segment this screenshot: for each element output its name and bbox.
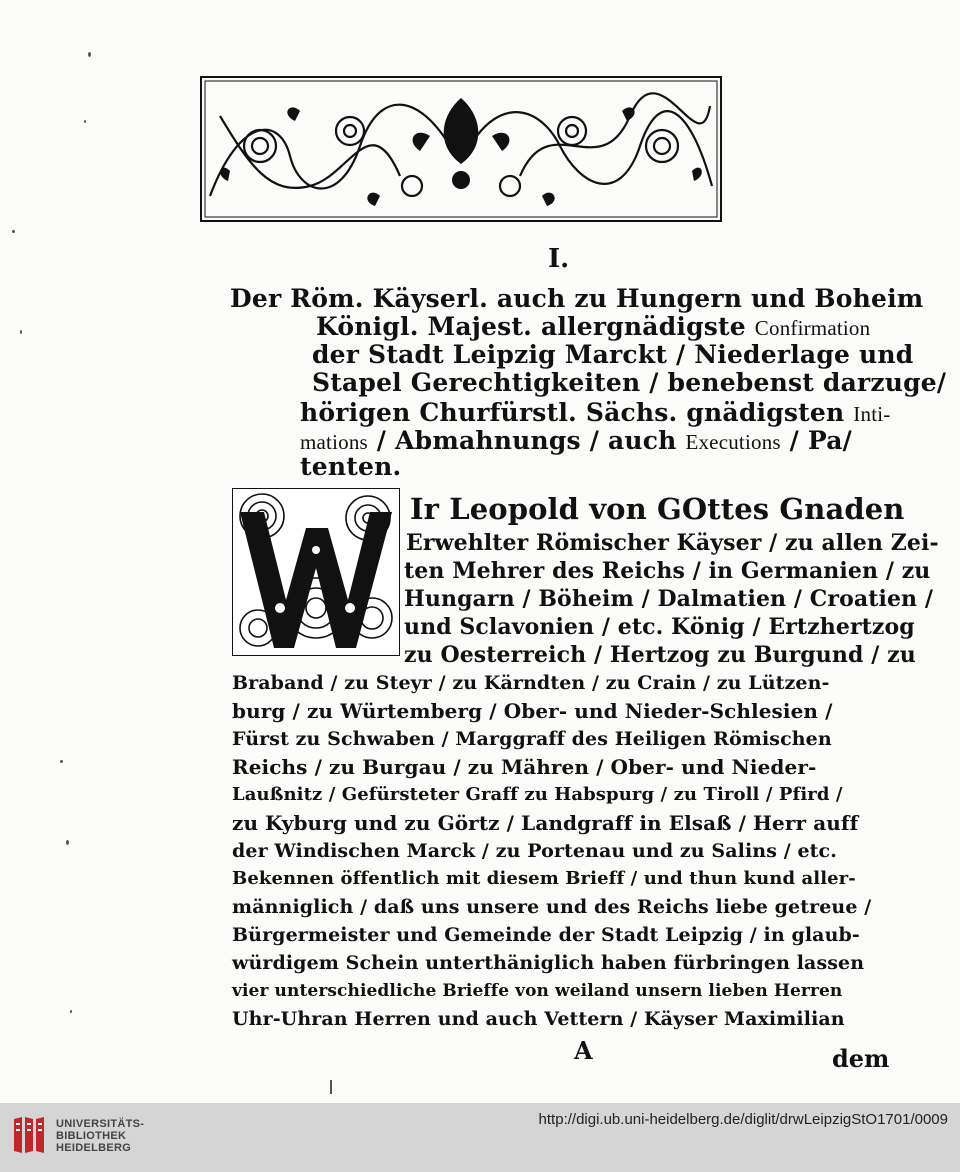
body-text-line: vier unterschiedliche Brieffe von weiland unsern lieben Herren xyxy=(232,981,843,1001)
scan-speck xyxy=(60,760,63,763)
title-line: tenten. xyxy=(300,452,402,481)
scan-speck xyxy=(84,120,86,123)
body-text-line: der Windischen Marck / zu Portenau und zu Salins / etc. xyxy=(232,840,837,862)
body-text-line: burg / zu Würtemberg / Ober- und Nieder-Schlesien / xyxy=(232,699,833,723)
scan-speck xyxy=(66,840,69,845)
section-number: I. xyxy=(548,244,570,274)
scan-speck xyxy=(88,52,91,57)
permalink-url[interactable]: http://digi.ub.uni-heidelberg.de/diglit/drwLeipzigStO1701/0009 xyxy=(538,1111,948,1128)
body-text-line: Uhr-Uhran Herren und auch Vettern / Käyser Maximilian xyxy=(232,1008,845,1030)
scan-speck xyxy=(70,1010,72,1013)
body-text-line: Bekennen öffentlich mit diesem Brieff / und thun kund aller- xyxy=(232,868,856,889)
body-text-line: Reichs / zu Burgau / zu Mähren / Ober- und Nieder- xyxy=(232,755,817,779)
body-text-line: Ir Leopold von GOttes Gnaden xyxy=(410,492,905,526)
scan-speck xyxy=(20,330,22,334)
university-library-logo-icon[interactable] xyxy=(10,1113,48,1157)
title-line: der Stadt Leipzig Marckt / Niederlage und xyxy=(312,340,914,369)
title-line: Der Röm. Käyserl. auch zu Hungern und Boheim xyxy=(230,284,924,313)
body-text-line: ten Mehrer des Reichs / in Germanien / zu xyxy=(404,558,931,584)
library-name: UNIVERSITÄTS- BIBLIOTHEK HEIDELBERG xyxy=(56,1118,145,1154)
body-text-line: Bürgermeister und Gemeinde der Stadt Leipzig / in glaub- xyxy=(232,924,860,946)
body-text-line: Fürst zu Schwaben / Marggraff des Heiligen Römischen xyxy=(232,728,832,750)
title-line: hörigen Churfürstl. Sächs. gnädigsten Inti- xyxy=(300,398,891,427)
title-line: Stapel Gerechtigkeiten / benebenst darzuge/ xyxy=(312,368,947,397)
body-text-line: Erwehlter Römischer Käyser / zu allen Zei- xyxy=(406,530,939,556)
signature-mark: A xyxy=(574,1036,593,1065)
title-line: mations / Abmahnungs / auch Executions / Pa/ xyxy=(300,426,852,455)
scan-speck xyxy=(12,230,15,233)
body-text-line: würdigem Schein unterthäniglich haben fürbringen lassen xyxy=(232,952,865,974)
body-text-line: zu Kyburg und zu Görtz / Landgraff in Elsaß / Herr auff xyxy=(232,811,859,835)
body-text-line: und Sclavonien / etc. König / Ertzhertzog xyxy=(404,614,915,640)
body-text-line: Braband / zu Steyr / zu Kärndten / zu Crain / zu Lützen- xyxy=(232,672,830,694)
body-text-line: männiglich / daß uns unsere und des Reichs liebe getreue / xyxy=(232,896,872,918)
decorated-initial-w xyxy=(232,488,400,656)
body-text-line: zu Oesterreich / Hertzog zu Burgund / zu xyxy=(404,642,916,668)
catchword: dem xyxy=(832,1044,890,1073)
body-text-line: Laußnitz / Gefürsteter Graff zu Habspurg / zu Tiroll / Pfird / xyxy=(232,784,843,805)
scan-speck xyxy=(330,1080,332,1094)
title-line: Königl. Majest. allergnädigste Confirmation xyxy=(316,312,871,341)
body-text-line: Hungarn / Böheim / Dalmatien / Croatien / xyxy=(404,586,934,612)
viewer-footer xyxy=(0,1103,960,1172)
ornamental-headpiece xyxy=(200,76,722,222)
